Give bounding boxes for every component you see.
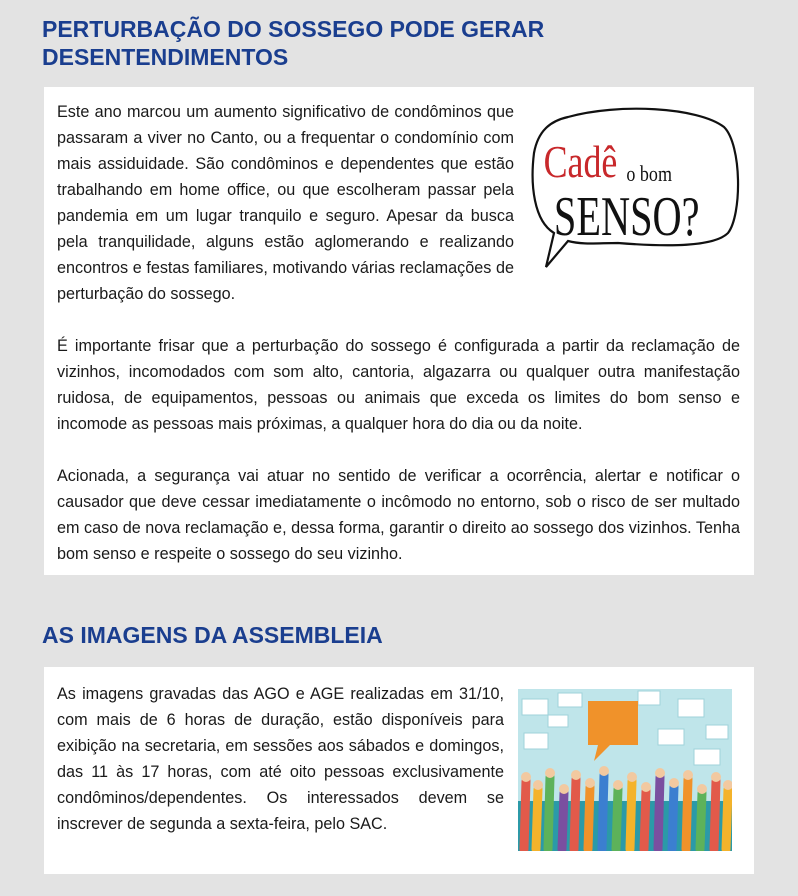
o-bom-word: o bom — [626, 162, 672, 187]
assembly-illustration — [518, 689, 732, 851]
cade-o-bom-senso-image — [528, 105, 742, 271]
cade-word: Cadê — [543, 135, 618, 188]
section-title-assembleia: AS IMAGENS DA ASSEMBLEIA — [42, 622, 383, 648]
senso-word: SENSO? — [553, 185, 700, 248]
article-card-assembleia — [44, 667, 754, 874]
paragraph-assembleia: As imagens gravadas das AGO e AGE realizadas em 31/10, com mais de 6 horas de duração, estão disponíveis para exibição na secretaria, em sessões aos sábados e domingos, das 11 às 17 horas, com até oito pessoas exclusivamente condôminos/dependentes. Os interessados devem se inscrever de segunda a sexta-feira, pelo SAC. — [57, 685, 504, 833]
speech-bubble-illustration — [528, 105, 742, 271]
article-card-perturbacao — [44, 87, 754, 575]
paragraph-2: É importante frisar que a perturbação do sossego é configurada a partir da reclamação de vizinhos, incomodados com som alto, cantoria, algazarra ou qualquer outra manifestação ruidosa, de equipamentos, pessoas ou animais que exceda os limites do bom senso e incomode as pessoas mais próximas, a qualquer hora do dia ou da noite. — [57, 337, 740, 433]
paragraph-1: Este ano marcou um aumento significativo de condôminos que passaram a viver no Canto, ou a frequentar o condomínio com mais assiduidade. São condôminos e dependentes que estão trabalhando em home office, ou que escolheram passar pela pandemia em um lugar tranquilo e seguro. Apesar da busca pela tranquilidade, alguns estão aglomerando e realizando encontros e festas familiares, motivando várias reclamações de perturbação do sossego. — [57, 103, 514, 303]
paragraph-3: Acionada, a segurança vai atuar no sentido de verificar a ocorrência, alertar e notificar o causador que deve cessar imediatamente o incômodo no entorno, sob o risco de ser multado em caso de nova reclamação e, dessa forma, garantir o direito ao sossego dos vizinhos. Tenha bom senso e respeite o sossego do seu vizinho. — [57, 467, 740, 563]
raised-hands-icon — [518, 689, 732, 851]
orange-bubble — [588, 701, 638, 745]
section-title-perturbacao: PERTURBAÇÃO DO SOSSEGO PODE GERAR DESENTENDIMENTOS — [42, 16, 545, 70]
